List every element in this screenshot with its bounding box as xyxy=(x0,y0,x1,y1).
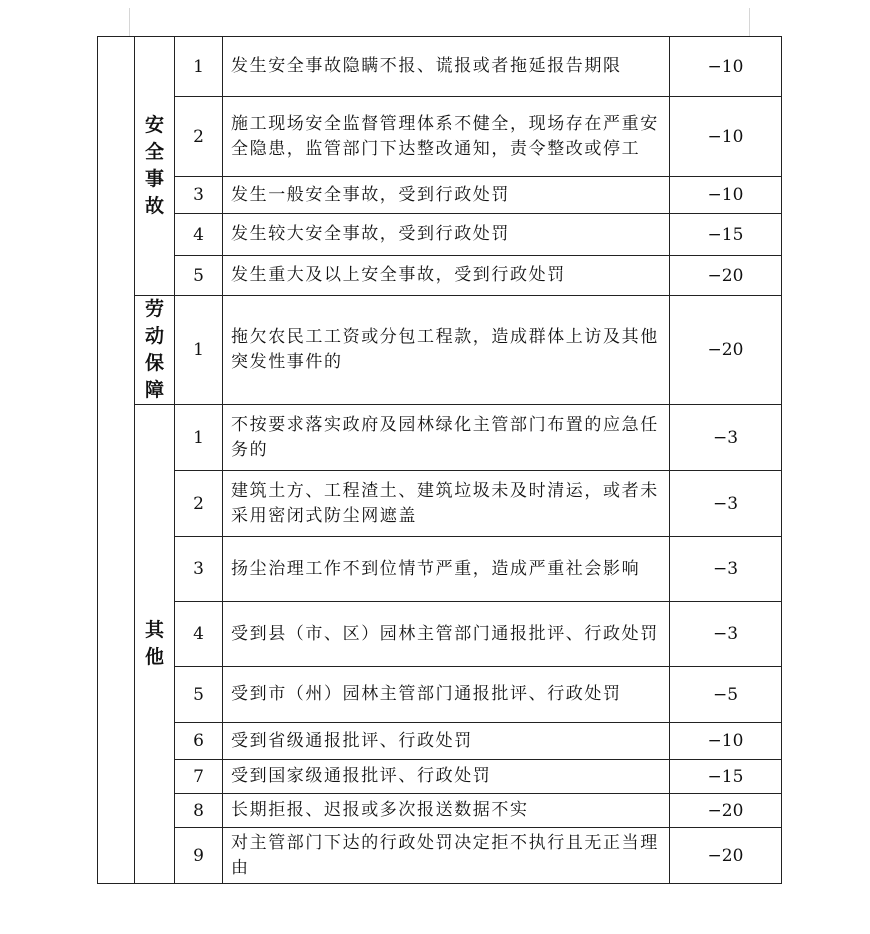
item-number: 2 xyxy=(175,471,223,537)
item-score: −10 xyxy=(670,97,782,177)
table-row xyxy=(98,177,782,214)
item-score: −10 xyxy=(670,37,782,97)
item-description: 受到省级通报批评、行政处罚 xyxy=(223,723,670,760)
category-label: 安全事故 xyxy=(144,114,164,217)
penalty-table xyxy=(97,36,782,884)
item-score: −20 xyxy=(670,828,782,884)
item-score: −3 xyxy=(670,537,782,602)
category-cell xyxy=(135,405,175,884)
item-score: −15 xyxy=(670,214,782,256)
item-number: 2 xyxy=(175,97,223,177)
item-description: 建筑土方、工程渣土、建筑垃圾未及时清运，或者未采用密闭式防尘网遮盖 xyxy=(223,471,670,537)
table-row xyxy=(98,296,782,405)
item-number: 7 xyxy=(175,760,223,794)
table-row xyxy=(98,794,782,828)
item-number: 4 xyxy=(175,214,223,256)
item-description: 拖欠农民工工资或分包工程款，造成群体上访及其他突发性事件的 xyxy=(223,296,670,405)
item-number: 5 xyxy=(175,256,223,296)
item-number: 6 xyxy=(175,723,223,760)
item-number: 3 xyxy=(175,537,223,602)
item-score: −20 xyxy=(670,794,782,828)
item-number: 8 xyxy=(175,794,223,828)
item-score: −3 xyxy=(670,602,782,667)
table-row xyxy=(98,405,782,471)
item-score: −3 xyxy=(670,405,782,471)
item-score: −5 xyxy=(670,667,782,723)
item-score: −10 xyxy=(670,177,782,214)
item-description: 受到国家级通报批评、行政处罚 xyxy=(223,760,670,794)
item-number: 5 xyxy=(175,667,223,723)
item-number: 1 xyxy=(175,405,223,471)
table-row xyxy=(98,828,782,884)
item-description: 发生重大及以上安全事故，受到行政处罚 xyxy=(223,256,670,296)
item-number: 4 xyxy=(175,602,223,667)
item-number: 1 xyxy=(175,296,223,405)
item-score: −10 xyxy=(670,723,782,760)
table-row xyxy=(98,723,782,760)
table-row xyxy=(98,37,782,97)
item-description: 扬尘治理工作不到位情节严重，造成严重社会影响 xyxy=(223,537,670,602)
item-description: 对主管部门下达的行政处罚决定拒不执行且无正当理由 xyxy=(223,828,670,884)
item-description: 发生一般安全事故，受到行政处罚 xyxy=(223,177,670,214)
item-number: 3 xyxy=(175,177,223,214)
table-row xyxy=(98,602,782,667)
right-margin-mark xyxy=(749,8,750,36)
table-row xyxy=(98,667,782,723)
item-description: 发生较大安全事故，受到行政处罚 xyxy=(223,214,670,256)
table-row xyxy=(98,537,782,602)
table-row xyxy=(98,256,782,296)
table-row xyxy=(98,760,782,794)
item-description: 施工现场安全监督管理体系不健全，现场存在严重安全隐患，监管部门下达整改通知，责令整改或停工 xyxy=(223,97,670,177)
item-score: −3 xyxy=(670,471,782,537)
item-number: 9 xyxy=(175,828,223,884)
left-margin-mark xyxy=(129,8,130,36)
category-cell xyxy=(135,296,175,405)
category-label: 其他 xyxy=(144,619,164,668)
item-description: 发生安全事故隐瞒不报、谎报或者拖延报告期限 xyxy=(223,37,670,97)
blank-column xyxy=(98,37,135,884)
category-label: 劳动保障 xyxy=(144,298,164,401)
item-number: 1 xyxy=(175,37,223,97)
item-score: −15 xyxy=(670,760,782,794)
item-description: 不按要求落实政府及园林绿化主管部门布置的应急任务的 xyxy=(223,405,670,471)
category-cell xyxy=(135,37,175,296)
table-row xyxy=(98,97,782,177)
table-row xyxy=(98,471,782,537)
item-description: 受到市（州）园林主管部门通报批评、行政处罚 xyxy=(223,667,670,723)
item-score: −20 xyxy=(670,296,782,405)
item-score: −20 xyxy=(670,256,782,296)
item-description: 长期拒报、迟报或多次报送数据不实 xyxy=(223,794,670,828)
table-row xyxy=(98,214,782,256)
item-description: 受到县（市、区）园林主管部门通报批评、行政处罚 xyxy=(223,602,670,667)
